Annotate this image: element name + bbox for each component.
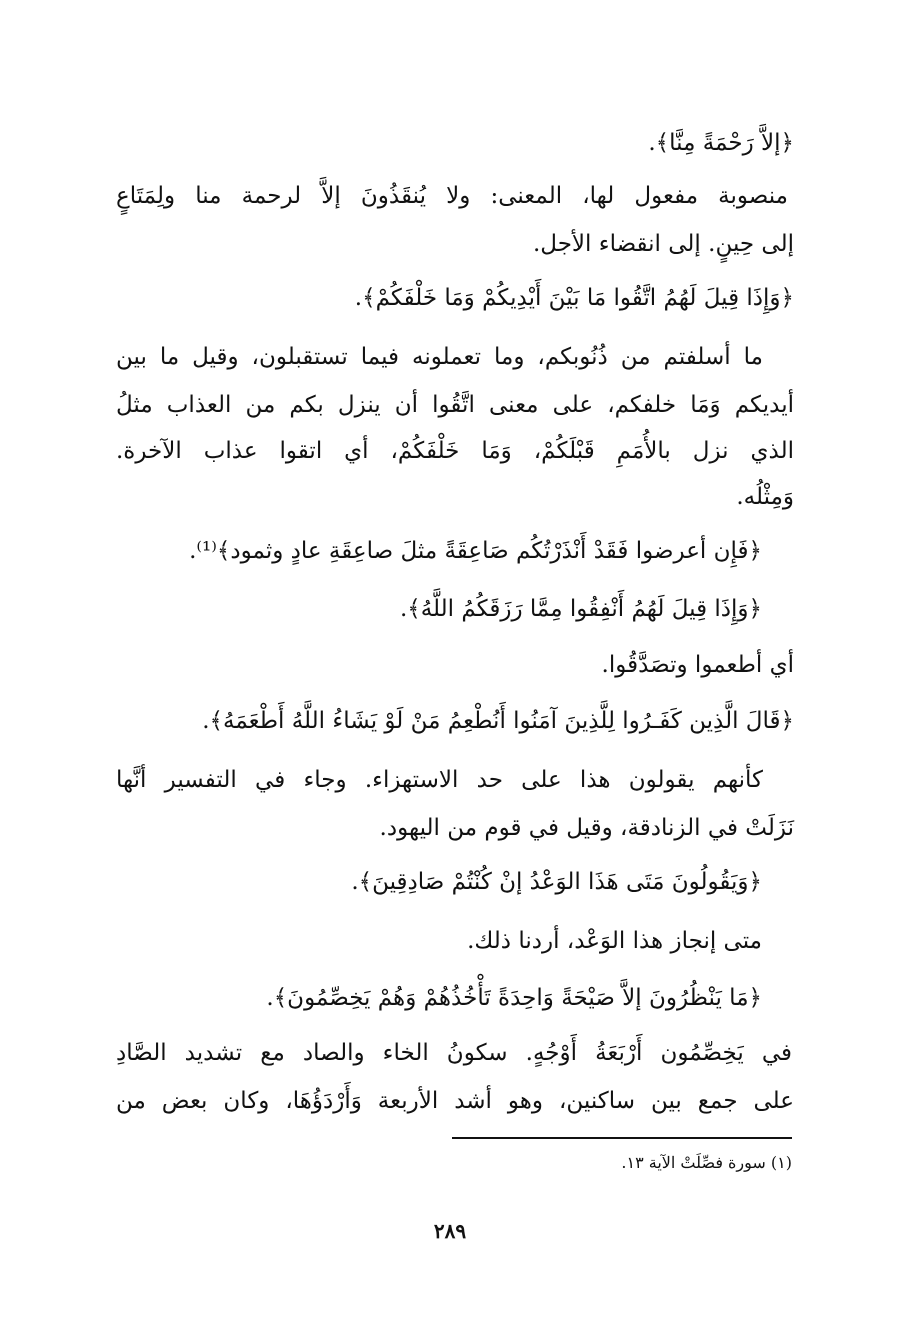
text-line: منصوبة مفعول لها، المعنى: ولا يُنقَذُونَ إلاَّ لرحمة منا ولِمَتَاعٍ [116, 183, 788, 209]
text-line: إلى حِينٍ. إلى انقضاء الأجل. [532, 231, 794, 257]
text-line: ما أسلفتم من ذُنُوبكم، وما تعملونه فيما تستقبلون، وقيل ما بين [116, 344, 763, 370]
verse-line: ﴿فَإِن أعرضوا فَقَدْ أَنْذَرْتُكُم صَاعِقَةً مثلَ صاعِقَةِ عادٍ وثمود﴾⁽¹⁾. [189, 538, 762, 564]
page-number: ٢٨٩ [433, 1219, 467, 1243]
text-line: في يَخِصِّمُون أَرْبَعَةُ أَوْجُهٍ. سكونُ الخاء والصاد مع تشديد الصَّادِ [116, 1040, 792, 1066]
footnote: (١) سورة فصِّلَتْ الآية ١٣. [621, 1153, 792, 1172]
text-line: متى إنجاز هذا الوَعْد، أردنا ذلك. [467, 928, 762, 954]
text-line: أيديكم وَمَا خلفكم، على معنى اتَّقُوا أن ينزل بكم من العذاب مثلُ [116, 392, 794, 418]
verse-line: ﴿مَا يَنْظُرُونَ إلاَّ صَيْحَةً وَاحِدَةً تَأْخُذُهُمْ وَهُمْ يَخِصِّمُونَ﴾. [266, 985, 762, 1011]
text-line: وَمِثْلُه. [736, 484, 794, 510]
verse-line: ﴿قَالَ الَّذِين كَفَـرُوا لِلَّذِينَ آمَنُوا أَنُطْعِمُ مَنْ لَوْ يَشَاءُ اللَّهُ أَطْعَمَهُ﴾. [202, 708, 794, 734]
text-line: نَزَلَتْ في الزنادقة، وقيل في قوم من اليهود. [379, 815, 794, 841]
verse-line: ﴿وَإِذَا قِيلَ لَهُمُ أَنْفِقُوا مِمَّا رَزَقَكُمُ اللَّهُ﴾. [399, 596, 762, 622]
text-line: على جمع بين ساكنين، وهو أشد الأربعة وَأَرْدَؤُهَا، وكان بعض من [116, 1088, 794, 1114]
text-line: الذي نزل بالأُمَمِ قَبْلَكُمْ، وَمَا خَلْفَكُمْ، أي اتقوا عذاب الآخرة. [116, 438, 794, 464]
verse-line: ﴿وَيَقُولُونَ مَتَى هَذَا الوَعْدُ إنْ كُنْتُمْ صَادِقِينَ﴾. [351, 869, 762, 895]
footnote-separator [452, 1137, 792, 1139]
text-line: أي أطعموا وتصَدَّقُوا. [601, 652, 794, 678]
verse-line: ﴿وَإِذَا قِيلَ لَهُمُ اتَّقُوا مَا بَيْنَ أَيْدِيكُمْ وَمَا خَلْفَكُمْ﴾. [354, 285, 794, 311]
verse-line: ﴿إلاَّ رَحْمَةً مِنَّا﴾. [648, 130, 794, 156]
text-line: كأنهم يقولون هذا على حد الاستهزاء. وجاء في التفسير أنَّها [116, 767, 763, 793]
